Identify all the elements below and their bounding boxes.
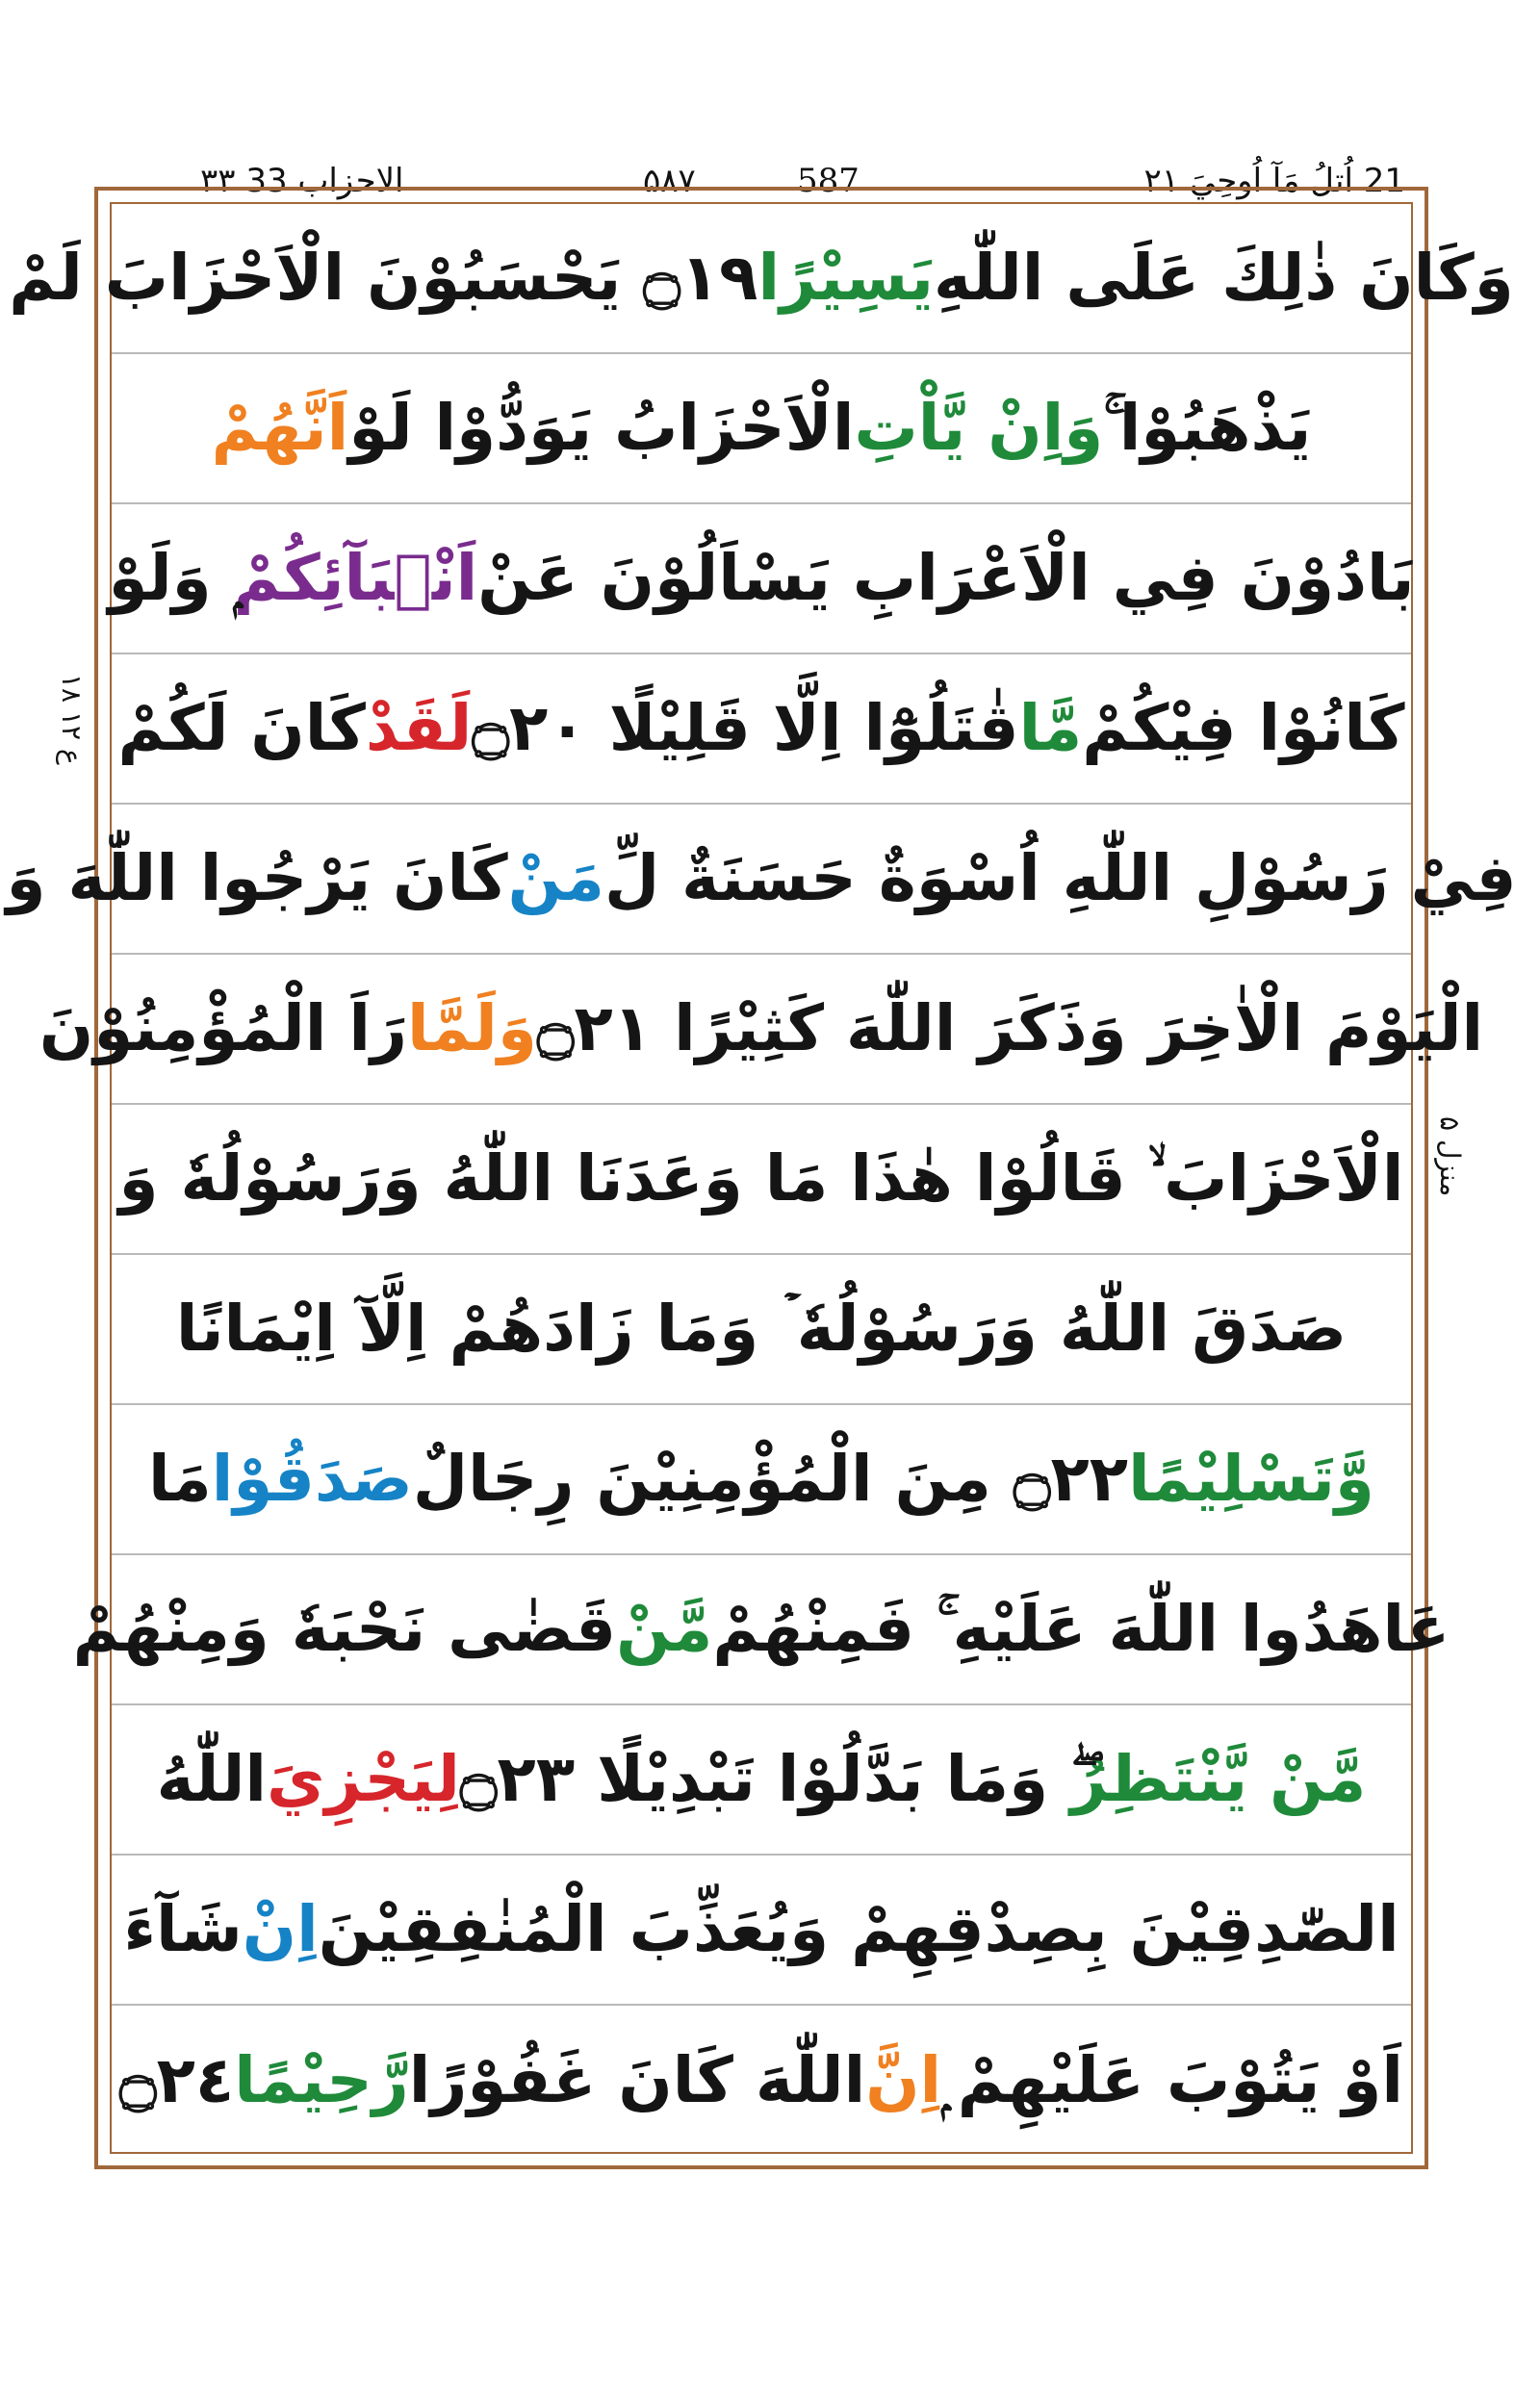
verse-segment: وَّتَسْلِيْمًا xyxy=(1128,1442,1374,1516)
verse-segment: قَضٰى نَحْبَهٗ وَمِنْهُمْ xyxy=(72,1592,617,1666)
verse-segment: عَاهَدُوا اللّٰهَ عَلَيْهِ ۚ فَمِنْهُمْ xyxy=(712,1592,1450,1666)
verse-segment: صَدَقُوْا xyxy=(211,1442,413,1516)
verse-segment: اِنَّ xyxy=(865,2043,942,2117)
verse-segment: ۝٢٢ مِنَ الْمُؤْمِنِيْنَ رِجَالٌ xyxy=(412,1442,1129,1516)
verse-line xyxy=(112,1405,1411,1555)
verse-segment: مَا xyxy=(148,1442,212,1516)
verse-line xyxy=(112,1255,1411,1405)
verse-segment: شَآءَ xyxy=(123,1892,243,1966)
verse-segment: صَدَقَ اللّٰهُ وَرَسُوْلُهٗ ۡ وَمَا زَادَهُمْ اِلَّآ اِيْمَانًا xyxy=(175,1292,1348,1366)
verse-segment: وَاِنْ يَّاْتِ xyxy=(854,391,1104,465)
verse-line xyxy=(112,2006,1411,2156)
page-number: 587 xyxy=(787,162,869,200)
verse-segment: ۭ وَلَوْ xyxy=(108,541,234,615)
verse-segment: ۝١٩ يَحْسَبُوْنَ الْاَحْزَابَ لَمْ xyxy=(9,241,758,315)
verse-segment: اللّٰهَ كَانَ غَفُوْرًا xyxy=(408,2043,866,2117)
manzil-marker: منزل ۵ xyxy=(1434,1116,1466,1197)
verse-segment: ۝٢٤ xyxy=(119,2043,235,2117)
verse-segment: مَّا xyxy=(1018,691,1083,765)
verse-segment: لِيَجْزِيَ xyxy=(267,1742,460,1816)
verse-segment: اللّٰهُ xyxy=(156,1742,268,1816)
verse-segment: رَاَ الْمُؤْمِنُوْنَ xyxy=(38,991,408,1065)
verse-segment: الْيَوْمَ الْاٰخِرَ وَذَكَرَ اللّٰهَ كَثِيْرًا ۝٢١ xyxy=(536,991,1484,1065)
verse-segment: وَلَمَّا xyxy=(407,991,537,1065)
verse-line xyxy=(112,654,1411,805)
verse-segment: اَنَّهُمْ xyxy=(211,391,349,465)
verse-segment: وَكَانَ ذٰلِكَ عَلَى اللّٰهِ xyxy=(934,241,1514,315)
verse-line xyxy=(112,354,1411,504)
verse-segment: لَقَدْ xyxy=(365,691,473,765)
verse-segment: اَنْۢبَآئِكُمْ xyxy=(233,541,478,615)
ruku-marker: ع ۱۲ ۱۸ xyxy=(56,674,88,765)
surah-name: ۳۳ الاحزاب 33 xyxy=(191,162,414,200)
verse-segment: يَذْهَبُوْا ۚ xyxy=(1103,391,1312,465)
verse-segment: قٰتَلُوْٓا اِلَّا قَلِيْلًا ۝٢٠ xyxy=(472,691,1019,765)
verse-line xyxy=(9,204,1514,354)
verse-segment: اِنْ xyxy=(242,1892,319,1966)
verse-segment: كَانَ يَرْجُوا اللّٰهَ وَ xyxy=(6,841,508,915)
verse-line xyxy=(6,805,1517,955)
verse-segment: مَّنْ xyxy=(616,1592,713,1666)
verse-segment: بَادُوْنَ فِي الْاَعْرَابِ يَسْاَلُوْنَ عَنْ xyxy=(477,541,1415,615)
verse-line xyxy=(38,955,1484,1105)
page-number-urdu: ۵۸۷ xyxy=(633,162,706,200)
para-name: 21 اُتلُ مَآ اُوحِيَ ۲۱ xyxy=(1135,162,1415,200)
verse-segment: اَوْ يَتُوْبَ عَلَيْهِمْ ۭ xyxy=(941,2043,1404,2117)
verse-segment: مَنْ xyxy=(507,841,604,915)
verse-line xyxy=(72,1555,1450,1705)
verse-segment: الْاَحْزَابُ يَوَدُّوْا لَوْ xyxy=(348,391,855,465)
verse-line xyxy=(108,504,1415,654)
verse-line xyxy=(112,1105,1411,1255)
verse-segment: الصّٰدِقِيْنَ بِصِدْقِهِمْ وَيُعَذِّبَ الْمُنٰفِقِيْنَ xyxy=(318,1892,1399,1966)
verse-segment: كَانَ لَكُمْ xyxy=(117,691,366,765)
verse-segment: رَّحِيْمًا xyxy=(234,2043,409,2117)
verse-line xyxy=(112,1856,1411,2006)
verse-line xyxy=(112,1705,1411,1856)
verse-segment: فِيْ رَسُوْلِ اللّٰهِ اُسْوَةٌ حَسَنَةٌ لِّ xyxy=(603,841,1517,915)
verse-segment: ۖ وَمَا بَدَّلُوْا تَبْدِيْلًا ۝٢٣ xyxy=(459,1742,1071,1816)
verse-segment: يَسِيْرًا xyxy=(757,241,935,315)
verse-segment: مَّنْ يَّنْتَظِرُ xyxy=(1070,1742,1367,1816)
verse-segment: الْاَحْزَابَ ۙ قَالُوْا هٰذَا مَا وَعَدَنَا اللّٰهُ وَرَسُوْلُهٗ وَ xyxy=(118,1141,1404,1216)
verse-segment: كَانُوْا فِيْكُمْ xyxy=(1082,691,1405,765)
